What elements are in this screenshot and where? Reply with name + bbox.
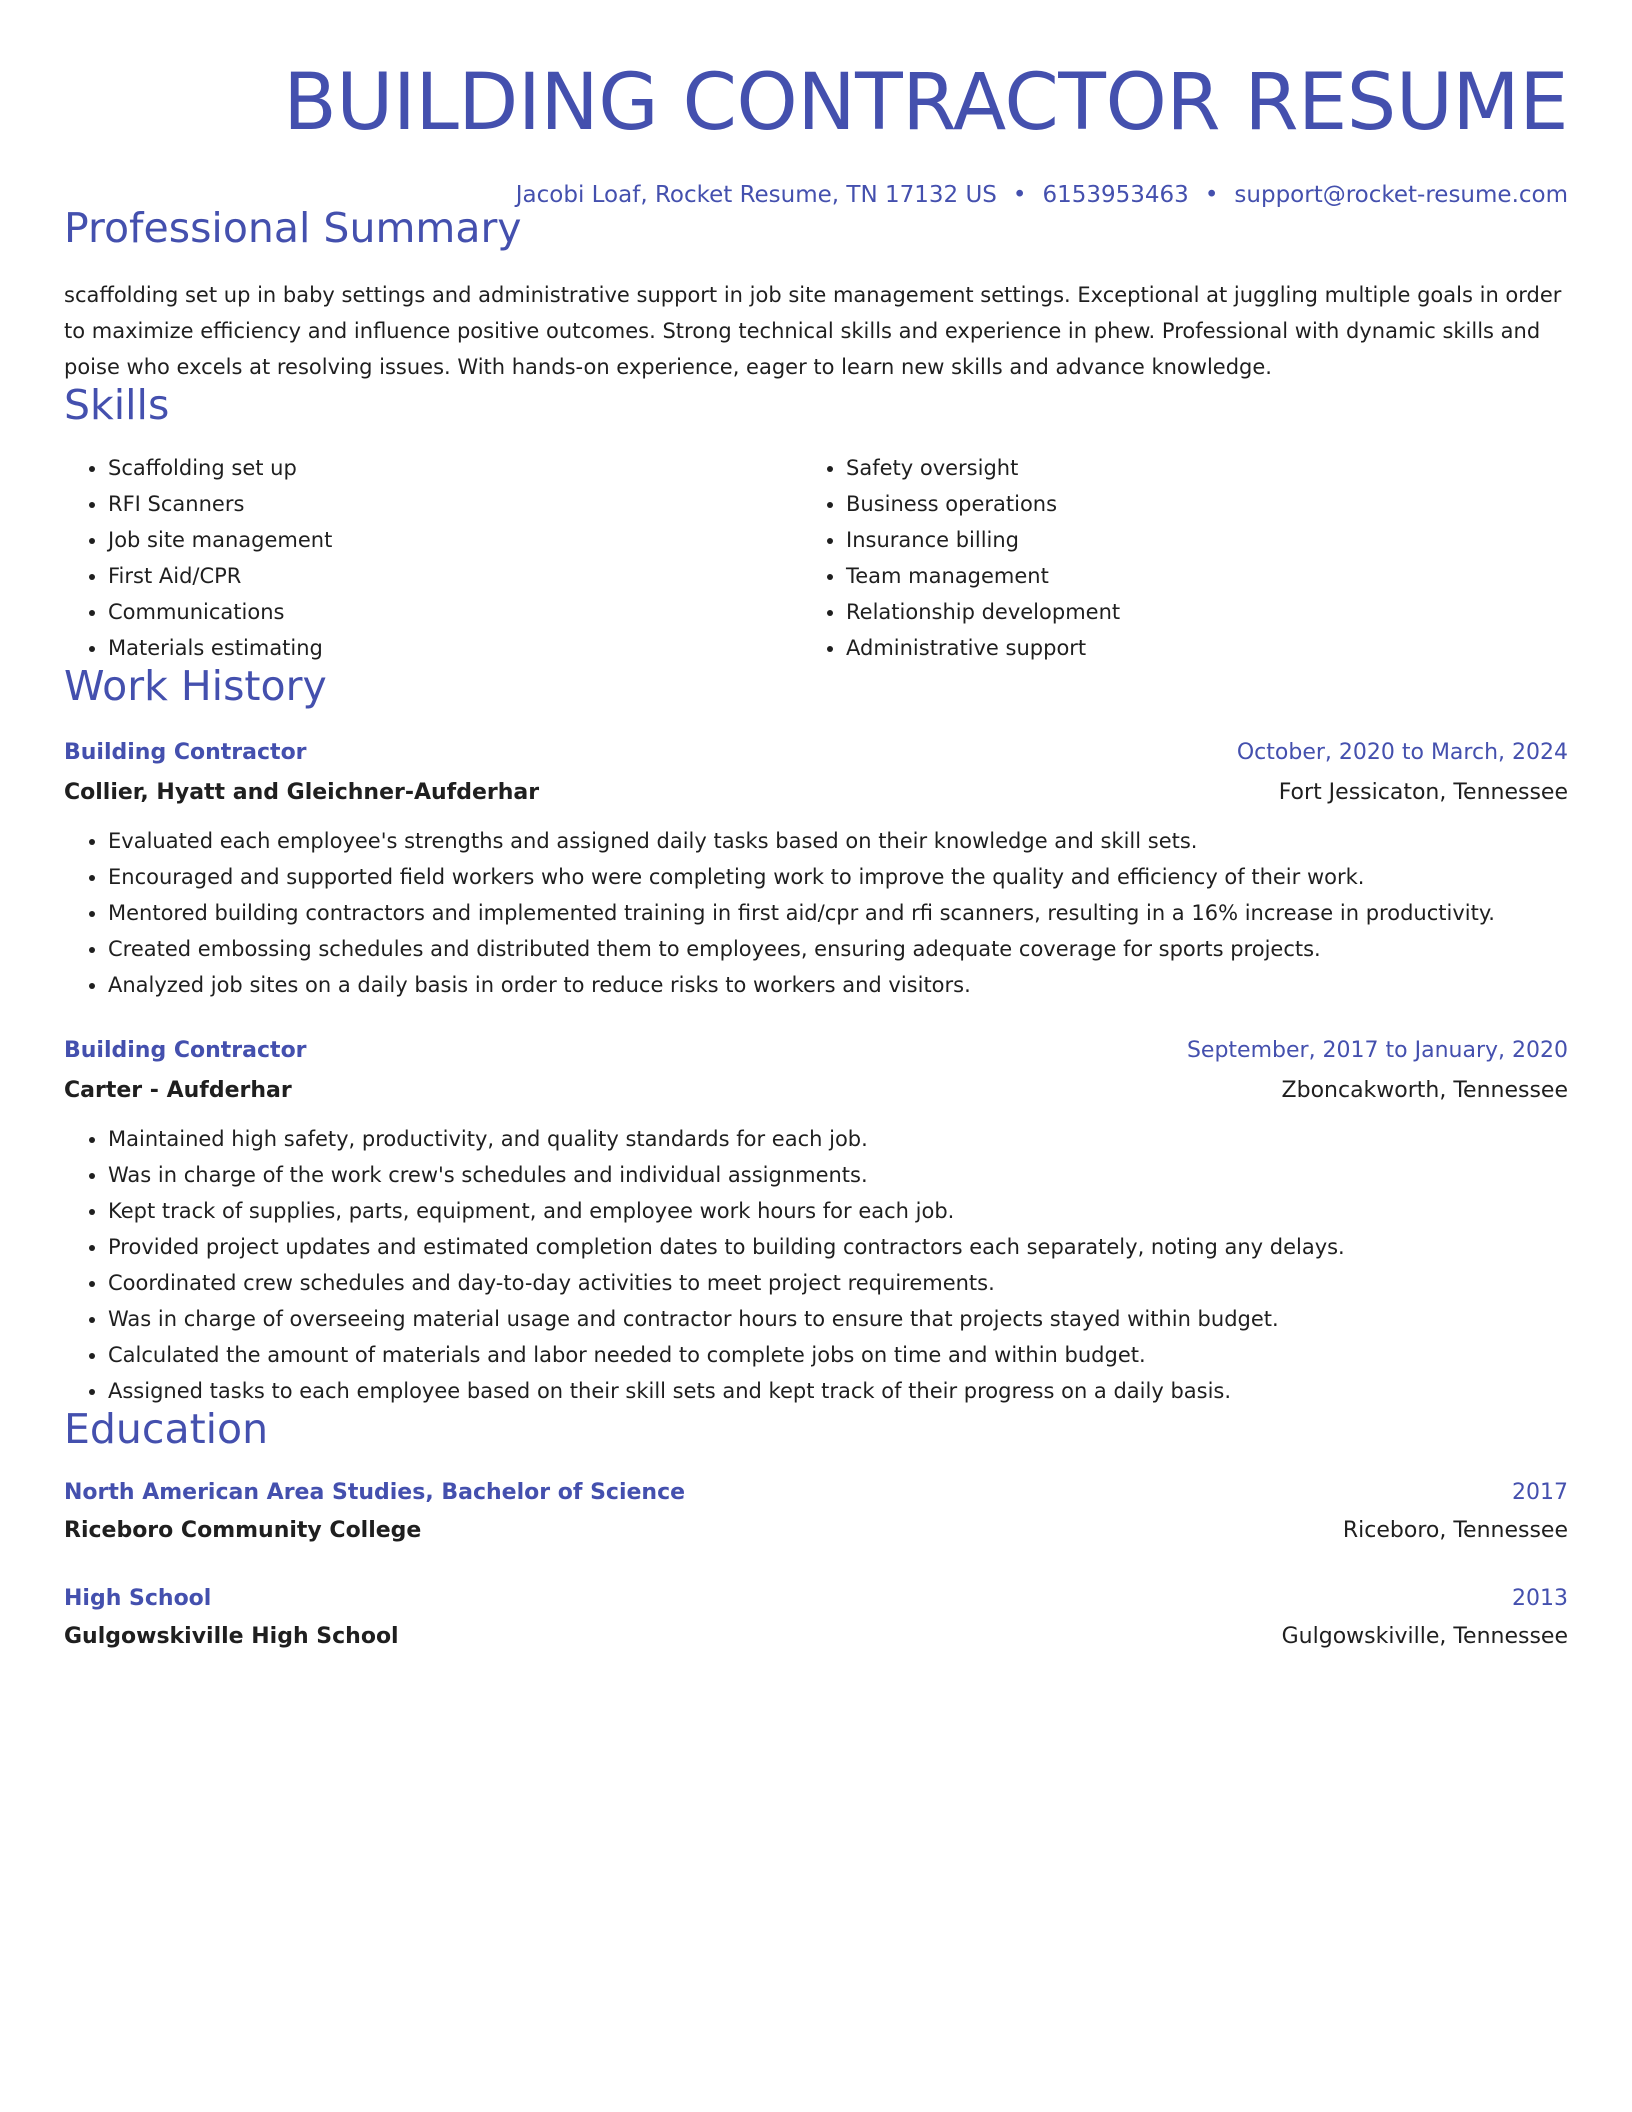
- job-location: Zboncakworth, Tennessee: [1281, 1078, 1568, 1103]
- job-company: Carter - Aufderhar: [64, 1078, 292, 1103]
- work-entry-company-row: [64, 773, 1568, 813]
- education-school-row: [64, 1512, 1568, 1550]
- education-year: 2013: [1512, 1586, 1568, 1611]
- skill-item: • Materials estimating: [108, 630, 802, 666]
- work-entry-company-row: [64, 1071, 1568, 1111]
- section-heading-education: Education: [64, 1405, 269, 1453]
- contact-phone: 6153953463: [1042, 182, 1189, 208]
- education-degree-row: [64, 1580, 1568, 1618]
- job-bullet: • Analyzed job sites on a daily basis in order to reduce risks to workers and visitors.: [108, 967, 1568, 1003]
- work-entry: [64, 1031, 1568, 1409]
- job-bullet: • Evaluated each employee's strengths and assigned daily tasks based on their knowledge and skill sets.: [108, 823, 1568, 859]
- job-bullet: • Assigned tasks to each employee based on their skill sets and kept track of their progress on a daily basis.: [108, 1373, 1568, 1409]
- contact-separator: •: [1204, 182, 1219, 208]
- contact-email: support@rocket-resume.com: [1234, 182, 1568, 208]
- education-entry: [64, 1474, 1568, 1550]
- work-entry-title-row: [64, 1031, 1568, 1071]
- work-entry-title-row: [64, 733, 1568, 773]
- education-school-row: [64, 1618, 1568, 1656]
- skills-column-right: [802, 450, 1120, 666]
- summary-text: scaffolding set up in baby settings and administrative support in job site management settings. Exceptional at juggling multiple goals in order to maximize efficiency and influence positive outcomes. Strong technical skills and experience in phew. Professional with dynamic skills and poise who excels at resolving issues. With hands-on experience, eager to learn new skills and advance knowledge.: [64, 283, 1562, 379]
- section-heading-summary: Professional Summary: [64, 204, 522, 252]
- job-bullet: • Provided project updates and estimated completion dates to building contractors each separately, noting any delays.: [108, 1229, 1568, 1265]
- education-degree: High School: [64, 1586, 212, 1611]
- education-degree: North American Area Studies, Bachelor of Science: [64, 1480, 686, 1505]
- work-entry: [64, 733, 1568, 1003]
- skill-item: • Safety oversight: [846, 450, 1120, 486]
- skills-list: [64, 450, 1568, 666]
- skill-item: • Communications: [108, 594, 802, 630]
- job-bullet: • Kept track of supplies, parts, equipment, and employee work hours for each job.: [108, 1193, 1568, 1229]
- job-location: Fort Jessicaton, Tennessee: [1278, 780, 1568, 805]
- skills-column-left: [64, 450, 802, 666]
- education-year: 2017: [1512, 1480, 1568, 1505]
- education-degree-row: [64, 1474, 1568, 1512]
- education-school: Riceboro Community College: [64, 1518, 422, 1543]
- job-bullet: • Was in charge of overseeing material usage and contractor hours to ensure that projects stayed within budget.: [108, 1301, 1568, 1337]
- contact-address: Jacobi Loaf, Rocket Resume, TN 17132 US: [515, 182, 997, 208]
- job-bullets: [64, 1121, 1568, 1409]
- section-heading-skills: Skills: [64, 381, 170, 429]
- job-bullet: • Mentored building contractors and implemented training in first aid/cpr and rfi scanners, resulting in a 16% increase in productivity.: [108, 895, 1568, 931]
- job-company: Collier, Hyatt and Gleichner-Aufderhar: [64, 780, 540, 805]
- job-bullet: • Calculated the amount of materials and labor needed to complete jobs on time and within budget.: [108, 1337, 1568, 1373]
- skill-item: • Business operations: [846, 486, 1120, 522]
- job-role: Building Contractor: [64, 740, 307, 765]
- skill-item: • Relationship development: [846, 594, 1120, 630]
- education-location: Riceboro, Tennessee: [1342, 1518, 1568, 1543]
- education-location: Gulgowskiville, Tennessee: [1281, 1624, 1568, 1649]
- skill-item: • Job site management: [108, 522, 802, 558]
- resume-title: BUILDING CONTRACTOR RESUME: [283, 58, 1568, 148]
- job-bullets: [64, 823, 1568, 1003]
- job-bullet: • Encouraged and supported field workers who were completing work to improve the quality and efficiency of their work.: [108, 859, 1568, 895]
- job-role: Building Contractor: [64, 1038, 307, 1063]
- skill-item: • Team management: [846, 558, 1120, 594]
- job-dates: September, 2017 to January, 2020: [1186, 1038, 1568, 1063]
- skill-item: • First Aid/CPR: [108, 558, 802, 594]
- skill-item: • Administrative support: [846, 630, 1120, 666]
- skill-item: • RFI Scanners: [108, 486, 802, 522]
- education-entry: [64, 1580, 1568, 1656]
- job-bullet: • Maintained high safety, productivity, and quality standards for each job.: [108, 1121, 1568, 1157]
- contact-separator: •: [1012, 182, 1027, 208]
- job-bullet: • Coordinated crew schedules and day-to-day activities to meet project requirements.: [108, 1265, 1568, 1301]
- job-bullet: • Created embossing schedules and distributed them to employees, ensuring adequate coverage for sports projects.: [108, 931, 1568, 967]
- education-school: Gulgowskiville High School: [64, 1624, 399, 1649]
- skill-item: • Insurance billing: [846, 522, 1120, 558]
- section-heading-work-history: Work History: [64, 662, 327, 710]
- job-bullet: • Was in charge of the work crew's schedules and individual assignments.: [108, 1157, 1568, 1193]
- job-dates: October, 2020 to March, 2024: [1236, 740, 1568, 765]
- skill-item: • Scaffolding set up: [108, 450, 802, 486]
